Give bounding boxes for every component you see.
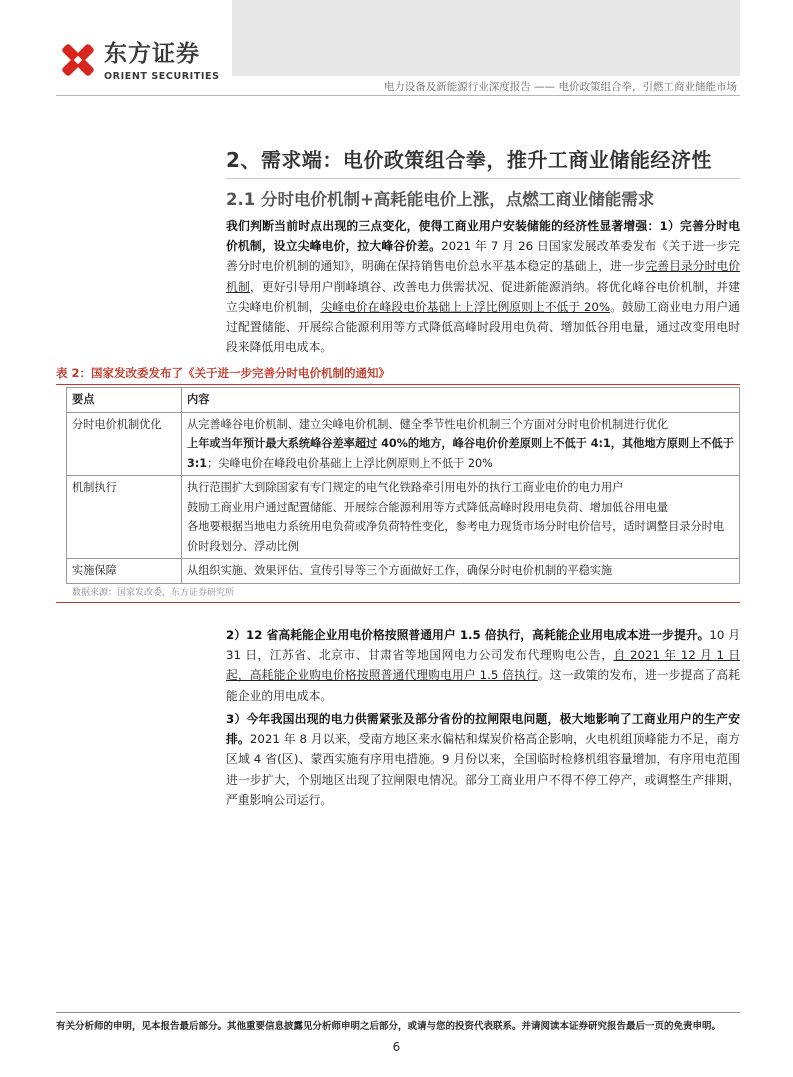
paragraph-1-text-a: 2021 年 7 月 26 日国家发展改革委发布《关于进一步完善分时电价机制的通知》，明确在保持销售电价总水平基本稳定的基础上，进一步 (226, 239, 740, 274)
paragraph-2-underline: 自 2021 年 12 月 1 日起，高耗能企业购电价格按照普通代理购电用户 1.5 倍执行 (226, 648, 740, 683)
paragraph-2-text-a: 10 月 31 日，江苏省、北京市、甘肃省等地国网电力公司发布代理购电公告， (226, 628, 740, 663)
table-title: 表 2：国家发改委发布了《关于进一步完善分时电价机制的通知》 (56, 366, 391, 380)
logo-en-text: ORIENT SECURITIES (104, 71, 220, 82)
page-number: 6 (392, 1040, 401, 1054)
policy-table (66, 387, 740, 584)
paragraph-2-text-b: 。这一政策的发布，进一步提高了高耗能企业的用电成本。 (226, 668, 740, 703)
logo-cn-text: 东方证券 (104, 41, 200, 67)
section-heading: 2、需求端：电价政策组合拳，推升工商业储能经济性 (226, 148, 712, 172)
table-cell-key: 实施保障 (67, 559, 182, 584)
table-header-content: 内容 (182, 388, 740, 413)
header-grey-band (232, 0, 740, 76)
table-title-rule (56, 384, 740, 385)
table-line-normal: ；尖峰电价在峰段电价基础上上浮比例原则上不低于 20% (207, 456, 493, 470)
table-source: 数据来源：国家发改委，东方证券研究所 (72, 588, 235, 598)
table-line-bold: 上年或当年预计最大系统峰谷差率超过 40%的地方，峰谷电价价差原则上不低于 4:1，其他地方原则上不低于 3:1 (187, 437, 734, 470)
paragraph-1-underline-b: 尖峰电价在峰段电价基础上上浮比例原则上不低于 20% (320, 299, 611, 314)
table-line: 鼓励工商业用户通过配置储能、开展综合能源利用等方式降低高峰时段用电负荷、增加低谷用电量 (187, 500, 669, 514)
table-line: 各地要根据当地电力系统用电负荷或净负荷特性变化，参考电力现货市场分时电价信号，适时调整目录分时电价时段划分、浮动比例 (187, 520, 725, 553)
footer-disclaimer: 有关分析师的申明，见本报告最后部分。其他重要信息披露见分析师申明之后部分，或请与您的投资代表联系。并请阅读本证券研究报告最后一页的免责申明。 (56, 1021, 722, 1032)
table-cell-key: 分时电价机制优化 (67, 412, 182, 476)
header-divider (56, 95, 740, 96)
table-cell-key: 机制执行 (67, 476, 182, 559)
table-line (187, 434, 734, 473)
table-cell-content (182, 412, 740, 476)
paragraph-2 (226, 625, 740, 706)
table-row (67, 559, 740, 584)
footer-divider (56, 1012, 740, 1013)
paragraph-1-text-b: ，更好引导用户削峰填谷、改善电力供需状况、促进新能源消纳。将优化峰谷电价机制，并建立尖峰电价机制， (226, 279, 740, 314)
table-line: 从完善峰谷电价机制、建立尖峰电价机制、健全季节性电价机制三个方面对分时电价机制进行优化 (187, 417, 669, 431)
paragraph-3-lead: 3）今年我国出现的电力供需紧张及部分省份的拉闸限电问题，极大地影响了工商业用户的生产安排。 (226, 712, 740, 747)
paragraph-1-underline-a: 完善目录分时电价机制 (226, 259, 740, 294)
table-cell-content (182, 559, 740, 584)
paragraph-3-text: 2021 年 8 月以来，受南方地区来水偏枯和煤炭价格高企影响，火电机组顶峰能力不足，南方区域 4 省(区)、蒙西实施有序用电措施。9 月份以来，全国临时检修机组容量增加，有序用电范围进一步扩大，个别地区出现了拉闸限电情况。部分工商业用户不得不停工停产，或调整生产排期，严重影响公司运行。 (226, 732, 740, 807)
table-header-row (67, 388, 740, 413)
paragraph-1 (226, 216, 740, 357)
paragraph-1-text-c: 。鼓励工商业电力用户通过配置储能、开展综合能源利用等方式降低高峰时段用电负荷、增加低谷用电量，通过改变用电时段来降低用电成本。 (226, 299, 740, 355)
table-cell-content (182, 476, 740, 559)
section-heading-divider (226, 178, 740, 179)
paragraph-3 (226, 709, 740, 810)
table-header-key: 要点 (67, 388, 182, 413)
paragraph-2-lead: 2）12 省高耗能企业用电价格按照普通用户 1.5 倍执行，高耗能企业用电成本进一步提升。 (226, 628, 710, 642)
table-row (67, 476, 740, 559)
report-title-line: 电力设备及新能源行业深度报告 —— 电价政策组合拳，引燃工商业储能市场 (383, 81, 737, 93)
orient-securities-logo-icon (56, 38, 100, 82)
table-row (67, 412, 740, 476)
table-line: 执行范围扩大到除国家有专门规定的电气化铁路牵引用电外的执行工商业电价的电力用户 (187, 481, 624, 494)
subsection-heading: 2.1 分时电价机制+高耗能电价上涨，点燃工商业储能需求 (226, 190, 655, 209)
table-bottom-rule (56, 602, 740, 603)
table-line: 从组织实施、效果评估、宣传引导等三个方面做好工作，确保分时电价机制的平稳实施 (187, 564, 613, 577)
paragraph-1-lead: 我们判断当前时点出现的三点变化，使得工商业用户安装储能的经济性显著增强：1）完善分时电价机制，设立尖峰电价，拉大峰谷价差。 (226, 219, 740, 254)
